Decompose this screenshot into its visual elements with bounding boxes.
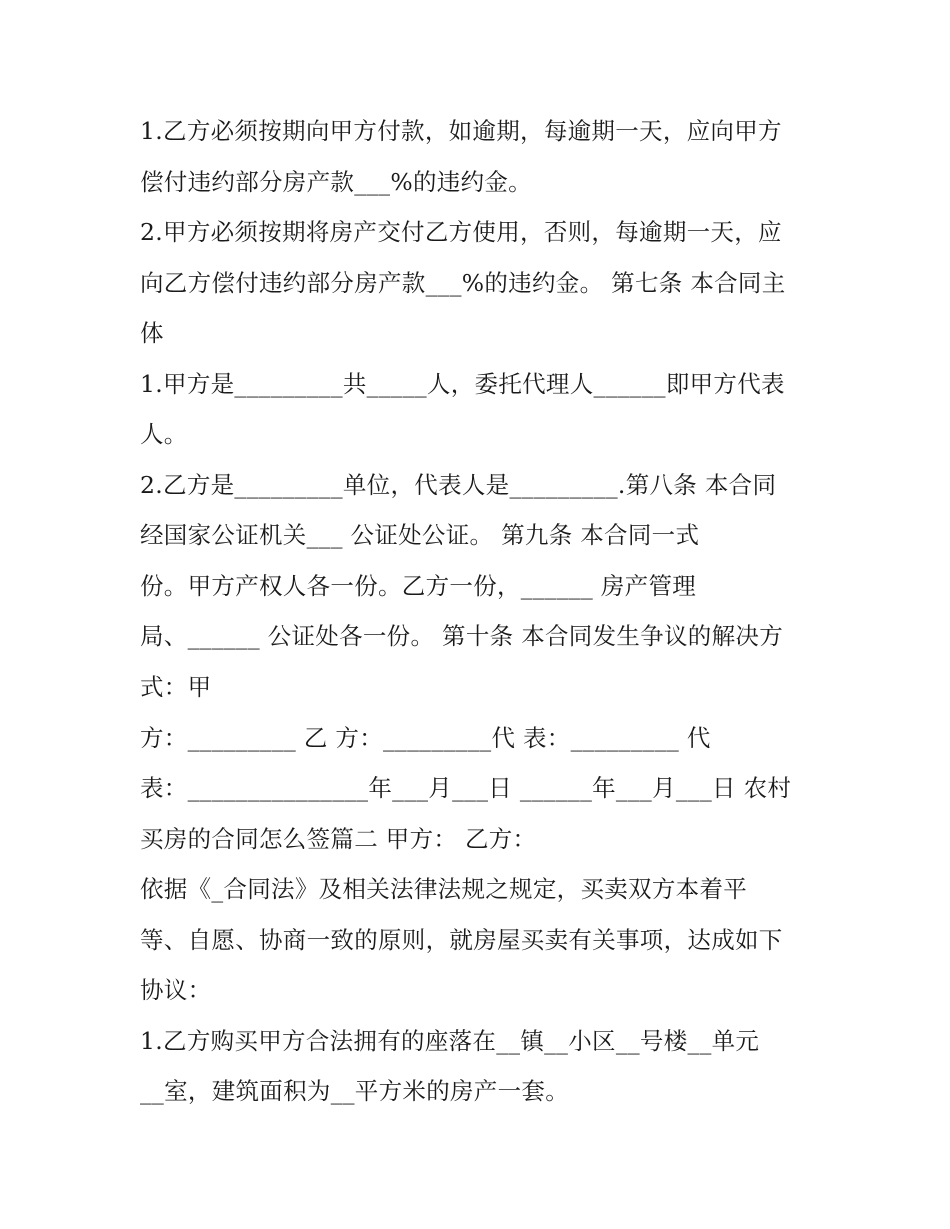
text-line: 体 [140,319,164,347]
text-line: 表：_______________年___月___日 ______年___月___日 农村 [140,774,792,802]
text-line: 经国家公证机关___ 公证处公证。 第九条 本合同一式 [140,521,700,549]
text-line: 1.乙方购买甲方合法拥有的座落在__镇__小区__号楼__单元 [140,1027,760,1055]
text-line: 方：_________ 乙 方：_________代 表：_________ 代 [140,724,711,752]
text-line: 份。甲方产权人各一份。乙方一份，______ 房产管理 [140,572,697,600]
text-line: 1.甲方是_________共_____人，委托代理人______即甲方代表 [140,370,785,398]
text-line: 2.乙方是_________单位，代表人是_________.第八条 本合同 [140,471,777,499]
text-line: 协议： [140,976,212,1004]
text-line: 等、自愿、协商一致的原则，就房屋买卖有关事项，达成如下 [140,926,783,954]
text-line: 2.甲方必须按期将房产交付乙方使用，否则，每逾期一天，应 [140,218,782,246]
text-line: 人。 [140,420,188,448]
text-line: 偿付违约部分房产款___%的违约金。 [140,168,532,196]
text-line: 依据《_合同法》及相关法律法规之规定，买卖双方本着平 [140,875,748,903]
text-line: 买房的合同怎么签篇二 甲方： 乙方： [140,825,537,853]
text-line: 式：甲 [140,673,212,701]
text-line: __室，建筑面积为__平方米的房产一套。 [140,1077,569,1105]
text-line: 1.乙方必须按期向甲方付款，如逾期，每逾期一天，应向甲方 [140,117,782,145]
text-line: 局、______ 公证处各一份。 第十条 本合同发生争议的解决方 [140,622,784,650]
text-line: 向乙方偿付违约部分房产款___%的违约金。 第七条 本合同主 [140,269,786,297]
